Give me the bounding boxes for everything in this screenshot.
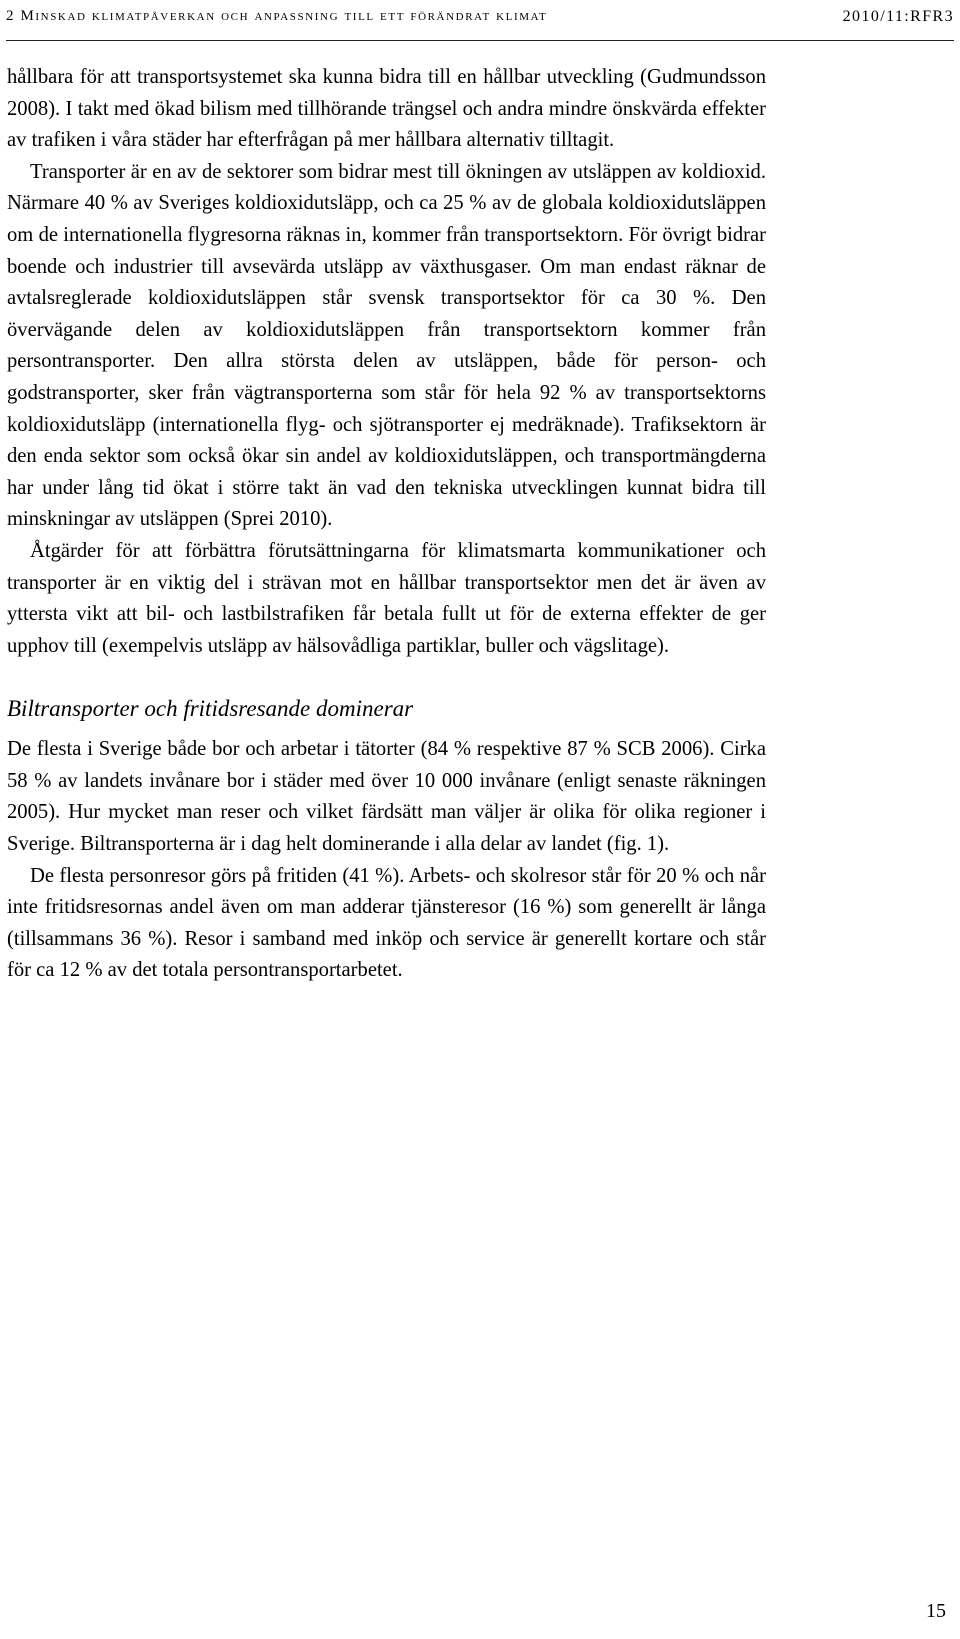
body-text [7, 62, 766, 987]
report-number: 2010/11:RFR3 [842, 8, 954, 25]
paragraph-urban-living: De flesta i Sverige både bor och arbetar i tätorter (84 % respektive 87 % SCB 2006). Cirka 58 % av landets invånare bor i städer med över 10 000 invånare (enligt senaste räkningen 2005). Hur mycket man reser och vilket färdsätt man väljer är olika för olika regioner i Sverige. Biltransporterna är i dag helt dominerande i alla delar av landet (fig. 1). [7, 738, 766, 856]
paragraph-leisure-travel: De flesta personresor görs på fritiden (41 %). Arbets- och skolresor står för 20 % och når inte fritidsresornas andel även om man adderar tjänsteresor (16 %) som generellt är långa (tillsammans 36 %). Resor i samband med inköp och service är generellt kortare och står för ca 12 % av det totala persontransportarbetet. [7, 864, 766, 982]
running-header [6, 0, 954, 41]
chapter-title: 2 Minskad klimatpåverkan och anpassning till ett förändrat klimat [6, 8, 548, 24]
page-number: 15 [926, 1600, 946, 1622]
paragraph-measures: Åtgärder för att förbättra förutsättningarna för klimatsmarta kommunikationer och transporter är en viktig del i strävan mot en hållbar transportsektor men det är även av yttersta vikt att bil- och lastbilstrafiken får betala fullt ut för de externa effekter de ger upphov till (exempelvis utsläpp av hälsovådliga partiklar, buller och vägslitage). [7, 539, 766, 657]
paragraph-continuation: hållbara för att transportsystemet ska kunna bidra till en hållbar utveckling (Gudmundsson 2008). I takt med ökad bilism med tillhörande trängsel och andra mindre önskvärda effekter av trafiken i våra städer har efterfrågan på mer hållbara alternativ tilltagit. [7, 66, 766, 152]
paragraph-transport-emissions: Transporter är en av de sektorer som bidrar mest till ökningen av utsläppen av koldioxid. Närmare 40 % av Sveriges koldioxidutsläpp, och ca 25 % av de globala koldioxidutsläppen om de internationella flygresorna räknas in, kommer från transportsektorn. För övrigt bidrar boende och industrier till avsevärda utsläpp av växthusgaser. Om man endast räknar de avtalsreglerade koldioxidutsläppen står svensk transportsektor för ca 30 %. Den övervägande delen av koldioxidutsläppen från transportsektorn kommer från persontransporter. Den allra största delen av utsläppen, både för person- och godstransporter, sker från vägtransporterna som står för hela 92 % av transportsektorns koldioxidutsläpp (internationella flyg- och sjötransporter ej medräknade). Trafiksektorn är den enda sektor som också ökar sin andel av koldioxidutsläppen, och transportmängderna har under lång tid ökat i större takt än vad den tekniska utvecklingen kunnat bidra till minskningar av utsläppen (Sprei 2010). [7, 160, 766, 531]
section-heading: Biltransporter och fritidsresande dominerar [7, 696, 414, 722]
